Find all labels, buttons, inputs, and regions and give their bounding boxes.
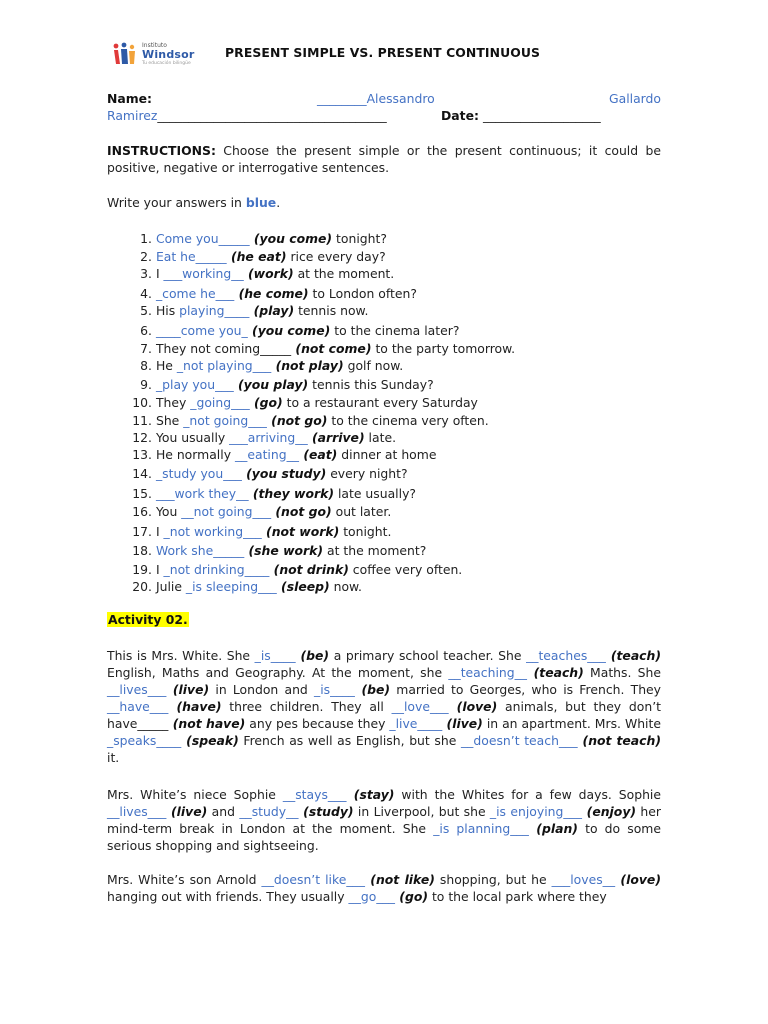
item-number: 10. [132, 395, 152, 410]
name-label: Name: [107, 91, 153, 106]
paragraph-text: any pes because they [245, 716, 390, 731]
item-answer: _is sleeping___ [185, 579, 277, 594]
item-prefix: I [155, 562, 164, 577]
paragraph-text: French as well as English, but she [238, 733, 461, 748]
paragraph-text: three children. They all [221, 699, 392, 714]
instructions [107, 142, 661, 176]
answer-blank: __study__ [239, 804, 299, 819]
date-label: Date: [441, 108, 479, 123]
paragraph-text: Mrs. White’s son Arnold [107, 872, 262, 887]
item-prefix: They [155, 395, 191, 410]
item-answer: _come he___ [155, 286, 235, 301]
item-suffix: to London often? [308, 286, 417, 301]
item-prefix: Julie [155, 579, 186, 594]
item-verb-hint: (he come) [234, 286, 309, 301]
item-suffix: to the party tomorrow. [371, 341, 516, 356]
item-suffix: dinner at home [337, 447, 437, 462]
answer-blank: __lives___ [107, 804, 167, 819]
item-answer: _study you___ [155, 466, 242, 481]
exercise-item [127, 524, 391, 539]
item-verb-hint: (sleep) [276, 579, 330, 594]
item-number: 6. [140, 323, 152, 338]
item-answer: Work she_____ [155, 543, 245, 558]
verb-hint: (speak) [181, 733, 239, 748]
exercise-item [127, 377, 434, 392]
name-answer-third: Ramirez [107, 108, 158, 123]
item-number: 3. [140, 266, 152, 281]
page-title: PRESENT SIMPLE VS. PRESENT CONTINUOUS [225, 45, 541, 60]
activity-paragraph-1 [107, 647, 661, 766]
exercise-item [127, 466, 408, 481]
item-answer: Eat he_____ [155, 249, 227, 264]
exercise-item [127, 447, 436, 462]
item-number: 20. [132, 579, 152, 594]
item-answer: _play you___ [155, 377, 234, 392]
verb-hint: (have) [168, 699, 222, 714]
activity-paragraph-3 [107, 871, 661, 905]
paragraph-text: to the local park where they [428, 889, 607, 904]
answer-blank: __go___ [348, 889, 395, 904]
item-suffix: late usually? [334, 486, 416, 501]
item-verb-hint: (arrive) [307, 430, 365, 445]
item-number: 16. [132, 504, 152, 519]
item-prefix: His [155, 303, 180, 318]
item-suffix: at the moment. [293, 266, 395, 281]
item-answer: _not working___ [163, 524, 262, 539]
exercise-item [127, 413, 489, 428]
paragraph-text: a primary school teacher. She [329, 648, 527, 663]
name-answer-second: Gallardo [609, 91, 661, 106]
paragraph-text: her mind-term break in London at the moment. She [107, 804, 661, 836]
item-suffix: at the moment? [323, 543, 427, 558]
paragraph-text: in an apartment. Mrs. White [482, 716, 661, 731]
item-prefix: She [155, 413, 184, 428]
item-number: 1. [140, 231, 152, 246]
item-verb-hint: (he eat) [226, 249, 287, 264]
paragraph-text: to do some serious shopping and sightseeing. [107, 821, 661, 853]
answer-blank: __teaching__ [448, 665, 527, 680]
answer-blank: _is planning___ [433, 821, 529, 836]
verb-hint: (study) [298, 804, 354, 819]
item-suffix: coffee very often. [348, 562, 463, 577]
item-answer: _not drinking____ [163, 562, 270, 577]
answer-blank: _is____ [254, 648, 296, 663]
item-verb-hint: (you study) [241, 466, 327, 481]
institute-logo [108, 40, 195, 66]
item-suffix: late. [364, 430, 397, 445]
instructions-label: INSTRUCTIONS: [107, 143, 216, 158]
answer-blank: __doesn’t like___ [261, 872, 365, 887]
answer-blank: _is enjoying___ [489, 804, 582, 819]
verb-hint: (not teach) [577, 733, 661, 748]
paragraph-text: animals, but they don’t have_____ [107, 699, 661, 731]
item-verb-hint: (go) [249, 395, 283, 410]
item-verb-hint: (not go) [266, 413, 328, 428]
item-verb-hint: (work) [243, 266, 294, 281]
item-answer: __eating__ [234, 447, 299, 462]
activity-paragraph-2 [107, 786, 661, 854]
name-underline: _____________________________________ [157, 108, 387, 123]
item-prefix: They not coming_____ [155, 341, 292, 356]
item-verb-hint: (eat) [299, 447, 338, 462]
item-prefix: You usually [155, 430, 230, 445]
write-note [107, 194, 661, 211]
item-number: 19. [132, 562, 152, 577]
verb-hint: (not have) [168, 716, 246, 731]
paragraph-text: hanging out with friends. They usually [107, 889, 349, 904]
answer-blank: __love___ [391, 699, 449, 714]
item-verb-hint: (not come) [291, 341, 372, 356]
paragraph-text: and [207, 804, 240, 819]
name-line-1 [107, 91, 661, 106]
item-prefix: He normally [155, 447, 235, 462]
item-number: 7. [140, 341, 152, 356]
verb-hint: (love) [448, 699, 498, 714]
item-prefix: I [155, 524, 164, 539]
write-note-end: . [276, 195, 281, 210]
item-number: 13. [132, 447, 152, 462]
item-number: 9. [140, 377, 152, 392]
exercise-item [127, 303, 368, 318]
item-answer: __not going___ [181, 504, 272, 519]
item-prefix: He [155, 358, 177, 373]
item-suffix: to a restaurant every Saturday [282, 395, 478, 410]
answer-blank: __have___ [107, 699, 169, 714]
exercise-item [127, 543, 426, 558]
item-verb-hint: (they work) [248, 486, 335, 501]
item-number: 4. [140, 286, 152, 301]
item-suffix: tonight. [339, 524, 392, 539]
exercise-item [127, 266, 394, 281]
item-answer: ___work they__ [155, 486, 249, 501]
item-verb-hint: (you play) [233, 377, 309, 392]
verb-hint: (live) [166, 682, 210, 697]
answer-blank: __lives___ [107, 682, 167, 697]
item-number: 11. [132, 413, 152, 428]
verb-hint: (enjoy) [581, 804, 637, 819]
verb-hint: (teach) [605, 648, 662, 663]
verb-hint: (be) [354, 682, 391, 697]
item-verb-hint: (she work) [244, 543, 324, 558]
activity-02-title: Activity 02. [108, 612, 188, 627]
verb-hint: (be) [295, 648, 330, 663]
paragraph-text: This is Mrs. White. She [107, 648, 255, 663]
item-suffix: every night? [326, 466, 408, 481]
item-number: 17. [132, 524, 152, 539]
instructions-text: Choose the present simple or the present continuous; it could be positive, negative or interrogative sentences. [107, 143, 661, 175]
item-number: 12. [132, 430, 152, 445]
answer-blank: __stays___ [282, 787, 347, 802]
item-suffix: to the cinema very often. [327, 413, 489, 428]
item-number: 14. [132, 466, 152, 481]
paragraph-text: it. [107, 750, 120, 765]
verb-hint: (teach) [527, 665, 584, 680]
item-suffix: out later. [331, 504, 392, 519]
logo-line-2: Windsor [142, 48, 195, 61]
exercise-item [127, 286, 417, 301]
item-verb-hint: (not drink) [269, 562, 349, 577]
item-prefix: I [155, 266, 164, 281]
answer-blank: __doesn’t teach___ [460, 733, 578, 748]
exercise-item [127, 562, 462, 577]
item-answer: ____come you_ [155, 323, 248, 338]
name-line-2 [107, 108, 661, 123]
paragraph-text: in Liverpool, but she [353, 804, 490, 819]
verb-hint: (live) [166, 804, 208, 819]
blue-word: blue [245, 195, 277, 210]
paragraph-text: shopping, but he [434, 872, 552, 887]
paragraph-text: English, Maths and Geography. At the moment, she [107, 665, 449, 680]
item-verb-hint: (not play) [271, 358, 344, 373]
item-verb-hint: (not go) [271, 504, 332, 519]
item-answer: playing____ [179, 303, 250, 318]
item-verb-hint: (not work) [261, 524, 340, 539]
item-suffix: tennis now. [294, 303, 369, 318]
answer-blank: _is____ [314, 682, 355, 697]
answer-blank: __teaches___ [526, 648, 606, 663]
exercise-item [127, 323, 459, 338]
item-answer: ___arriving__ [229, 430, 308, 445]
item-number: 15. [132, 486, 152, 501]
verb-hint: (live) [442, 716, 483, 731]
item-number: 5. [140, 303, 152, 318]
item-suffix: rice every day? [286, 249, 386, 264]
verb-hint: (love) [615, 872, 661, 887]
write-note-text: Write your answers in [107, 195, 246, 210]
item-suffix: to the cinema later? [330, 323, 460, 338]
item-answer: _going___ [190, 395, 250, 410]
people-logo-icon [112, 42, 140, 66]
exercise-item [127, 231, 387, 246]
exercise-item [127, 486, 416, 501]
item-number: 2. [140, 249, 152, 264]
paragraph-text: Mrs. White’s niece Sophie [107, 787, 283, 802]
item-answer: _not going___ [183, 413, 267, 428]
verb-hint: (stay) [346, 787, 395, 802]
item-suffix: now. [329, 579, 362, 594]
item-suffix: golf now. [343, 358, 404, 373]
paragraph-text: Maths. She [583, 665, 662, 680]
paragraph-text: married to Georges, who is French. They [390, 682, 662, 697]
item-prefix: You [155, 504, 182, 519]
paragraph-text: in London and [209, 682, 314, 697]
item-suffix: tennis this Sunday? [308, 377, 434, 392]
item-verb-hint: (you come) [249, 231, 333, 246]
answer-blank: _speaks____ [107, 733, 182, 748]
item-number: 18. [132, 543, 152, 558]
date-value: ___________________ [483, 108, 601, 123]
exercise-item [127, 504, 391, 519]
answer-blank: _live____ [389, 716, 443, 731]
paragraph-text: with the Whites for a few days. Sophie [394, 787, 661, 802]
exercise-item [127, 358, 403, 373]
name-answer-first: ________Alessandro [317, 91, 435, 106]
verb-hint: (go) [394, 889, 428, 904]
item-verb-hint: (play) [249, 303, 295, 318]
verb-hint: (plan) [528, 821, 578, 836]
item-number: 8. [140, 358, 152, 373]
exercise-item [127, 395, 478, 410]
exercise-item [127, 249, 386, 264]
item-verb-hint: (you come) [247, 323, 331, 338]
verb-hint: (not like) [364, 872, 435, 887]
exercise-item [127, 341, 515, 356]
item-answer: ___working__ [163, 266, 244, 281]
answer-blank: ___loves__ [551, 872, 616, 887]
item-suffix: tonight? [332, 231, 387, 246]
exercise-item [127, 579, 362, 594]
exercise-item [127, 430, 396, 445]
logo-tagline: Tu educación bilingüe [142, 61, 191, 66]
item-answer: Come you_____ [155, 231, 250, 246]
item-answer: _not playing___ [176, 358, 272, 373]
logo-line-1: Instituto [142, 42, 167, 49]
